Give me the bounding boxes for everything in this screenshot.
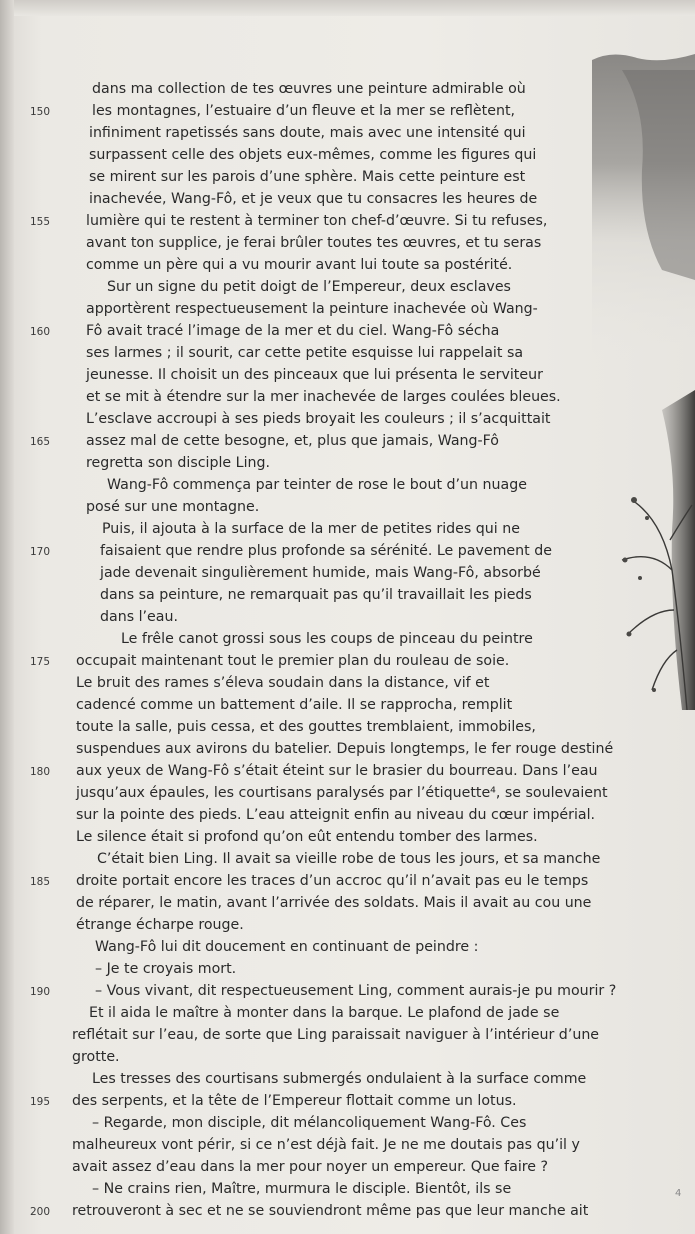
line-text: posé sur une montagne. (86, 499, 260, 515)
text-line (0, 342, 695, 364)
text-line (0, 320, 695, 342)
text-line (0, 188, 695, 210)
line-text: apportèrent respectueusement la peinture inachevée où Wang- (86, 301, 538, 317)
line-text: lumière qui te restent à terminer ton chef-d’œuvre. Si tu refuses, (86, 213, 548, 229)
text-line (0, 518, 695, 540)
line-text: ses larmes ; il sourit, car cette petite esquisse lui rappelait sa (86, 345, 524, 361)
text-line (0, 782, 695, 804)
text-line (0, 474, 695, 496)
text-line (0, 804, 695, 826)
line-text: regretta son disciple Ling. (86, 455, 271, 471)
line-text: Fô avait tracé l’image de la mer et du ciel. Wang-Fô sécha (86, 323, 500, 339)
text-line (0, 716, 695, 738)
line-text: avant ton supplice, je ferai brûler toutes tes œuvres, et tu seras (86, 235, 542, 251)
line-text: occupait maintenant tout le premier plan du rouleau de soie. (76, 653, 510, 669)
line-text: surpassent celle des objets eux-mêmes, comme les figures qui (89, 147, 537, 163)
line-text: Puis, il ajouta à la surface de la mer de petites rides qui ne (102, 521, 520, 537)
line-text: Wang-Fô lui dit doucement en continuant de peindre : (95, 939, 479, 955)
text-line (0, 540, 695, 562)
line-text: avait assez d’eau dans la mer pour noyer un empereur. Que faire ? (72, 1159, 549, 1175)
line-text: dans l’eau. (100, 609, 178, 625)
line-text: Sur un signe du petit doigt de l’Empereur, deux esclaves (107, 279, 511, 295)
text-line (0, 210, 695, 232)
text-line (0, 496, 695, 518)
line-text: assez mal de cette besogne, et, plus que jamais, Wang-Fô (86, 433, 499, 449)
line-text: infiniment rapetissés sans doute, mais avec une intensité qui (89, 125, 526, 141)
text-line (0, 166, 695, 188)
line-text: aux yeux de Wang-Fô s’était éteint sur le brasier du bourreau. Dans l’eau (76, 763, 598, 779)
line-number: 195 (30, 1096, 51, 1108)
line-text: toute la salle, puis cessa, et des gouttes tremblaient, immobiles, (76, 719, 536, 735)
line-text: de réparer, le matin, avant l’arrivée des soldats. Mais il avait au cou une (76, 895, 592, 911)
text-line (0, 694, 695, 716)
line-text: jeunesse. Il choisit un des pinceaux que lui présenta le serviteur (86, 367, 543, 383)
corner-mark: 4 (675, 1188, 682, 1199)
text-line (0, 958, 695, 980)
line-text: malheureux vont périr, si ce n’est déjà fait. Je ne me doutais pas qu’il y (72, 1137, 580, 1153)
line-text: se mirent sur les parois d’une sphère. Mais cette peinture est (89, 169, 526, 185)
line-text: Wang-Fô commença par teinter de rose le bout d’un nuage (107, 477, 527, 493)
line-text: cadencé comme un battement d’aile. Il se rapprocha, remplit (76, 697, 513, 713)
text-line (0, 386, 695, 408)
line-text: dans ma collection de tes œuvres une peinture admirable où (92, 81, 526, 97)
text-line (0, 914, 695, 936)
text-line (0, 1002, 695, 1024)
line-text: – Vous vivant, dit respectueusement Ling, comment aurais-je pu mourir ? (95, 983, 617, 999)
line-text: droite portait encore les traces d’un accroc qu’il n’avait pas eu le temps (76, 873, 589, 889)
text-line (0, 1200, 695, 1222)
line-text: C’était bien Ling. Il avait sa vieille robe de tous les jours, et sa manche (97, 851, 601, 867)
text-line (0, 452, 695, 474)
text-line (0, 562, 695, 584)
line-text: – Ne crains rien, Maître, murmura le disciple. Bientôt, ils se (92, 1181, 512, 1197)
line-text: Le frêle canot grossi sous les coups de pinceau du peintre (121, 631, 533, 647)
text-line (0, 1024, 695, 1046)
text-line (0, 826, 695, 848)
line-text: faisaient que rendre plus profonde sa sérénité. Le pavement de (100, 543, 552, 559)
text-line (0, 870, 695, 892)
line-number: 180 (30, 766, 51, 778)
line-text: retrouveront à sec et ne se souviendront même pas que leur manche ait (72, 1203, 589, 1219)
line-number: 150 (30, 106, 51, 118)
text-line (0, 144, 695, 166)
text-line (0, 672, 695, 694)
text-line (0, 584, 695, 606)
line-text: et se mit à étendre sur la mer inachevée de larges coulées bleues. (86, 389, 561, 405)
line-number: 165 (30, 436, 51, 448)
line-text: étrange écharpe rouge. (76, 917, 244, 933)
text-line (0, 1068, 695, 1090)
text-line (0, 1112, 695, 1134)
text-line (0, 1178, 695, 1200)
text-line (0, 298, 695, 320)
text-line (0, 232, 695, 254)
line-text: comme un père qui a vu mourir avant lui toute sa postérité. (86, 257, 513, 273)
line-number: 200 (30, 1206, 51, 1218)
line-text: L’esclave accroupi à ses pieds broyait les couleurs ; il s’acquittait (86, 411, 551, 427)
line-text: – Je te croyais mort. (95, 961, 237, 977)
text-line (0, 848, 695, 870)
line-text: inachevée, Wang-Fô, et je veux que tu consacres les heures de (89, 191, 538, 207)
line-text: – Regarde, mon disciple, dit mélancoliquement Wang-Fô. Ces (92, 1115, 527, 1131)
text-line (0, 122, 695, 144)
line-text: sur la pointe des pieds. L’eau atteignit enfin au niveau du cœur impérial. (76, 807, 596, 823)
text-line (0, 1156, 695, 1178)
text-line (0, 606, 695, 628)
line-text: jade devenait singulièrement humide, mais Wang-Fô, absorbé (100, 565, 541, 581)
line-number: 160 (30, 326, 51, 338)
line-text: jusqu’aux épaules, les courtisans paralysés par l’étiquette⁴, se soulevaient (76, 785, 608, 801)
text-line (0, 254, 695, 276)
line-number: 185 (30, 876, 51, 888)
line-text: des serpents, et la tête de l’Empereur flottait comme un lotus. (72, 1093, 517, 1109)
line-text: Et il aida le maître à monter dans la barque. Le plafond de jade se (89, 1005, 560, 1021)
text-line (0, 100, 695, 122)
text-line (0, 628, 695, 650)
line-text: suspendues aux avirons du batelier. Depuis longtemps, le fer rouge destiné (76, 741, 614, 757)
line-text: Les tresses des courtisans submergés ondulaient à la surface comme (92, 1071, 587, 1087)
text-line (0, 892, 695, 914)
line-text: Le silence était si profond qu’on eût entendu tomber des larmes. (76, 829, 538, 845)
line-text: Le bruit des rames s’éleva soudain dans la distance, vif et (76, 675, 490, 691)
line-number: 175 (30, 656, 51, 668)
line-text: les montagnes, l’estuaire d’un fleuve et la mer se reflètent, (92, 103, 516, 119)
text-line (0, 760, 695, 782)
line-number: 190 (30, 986, 51, 998)
text-line (0, 936, 695, 958)
text-line (0, 650, 695, 672)
text-line (0, 276, 695, 298)
line-number: 155 (30, 216, 51, 228)
line-text: reflétait sur l’eau, de sorte que Ling paraissait naviguer à l’intérieur d’une (72, 1027, 600, 1043)
line-number: 170 (30, 546, 51, 558)
text-line (0, 78, 695, 100)
text-line (0, 364, 695, 386)
line-text: grotte. (72, 1049, 120, 1065)
text-line (0, 738, 695, 760)
text-line (0, 1134, 695, 1156)
text-line (0, 430, 695, 452)
text-line (0, 408, 695, 430)
text-line (0, 1046, 695, 1068)
line-text: dans sa peinture, ne remarquait pas qu’il travaillait les pieds (100, 587, 532, 603)
text-line (0, 1090, 695, 1112)
text-line (0, 980, 695, 1002)
